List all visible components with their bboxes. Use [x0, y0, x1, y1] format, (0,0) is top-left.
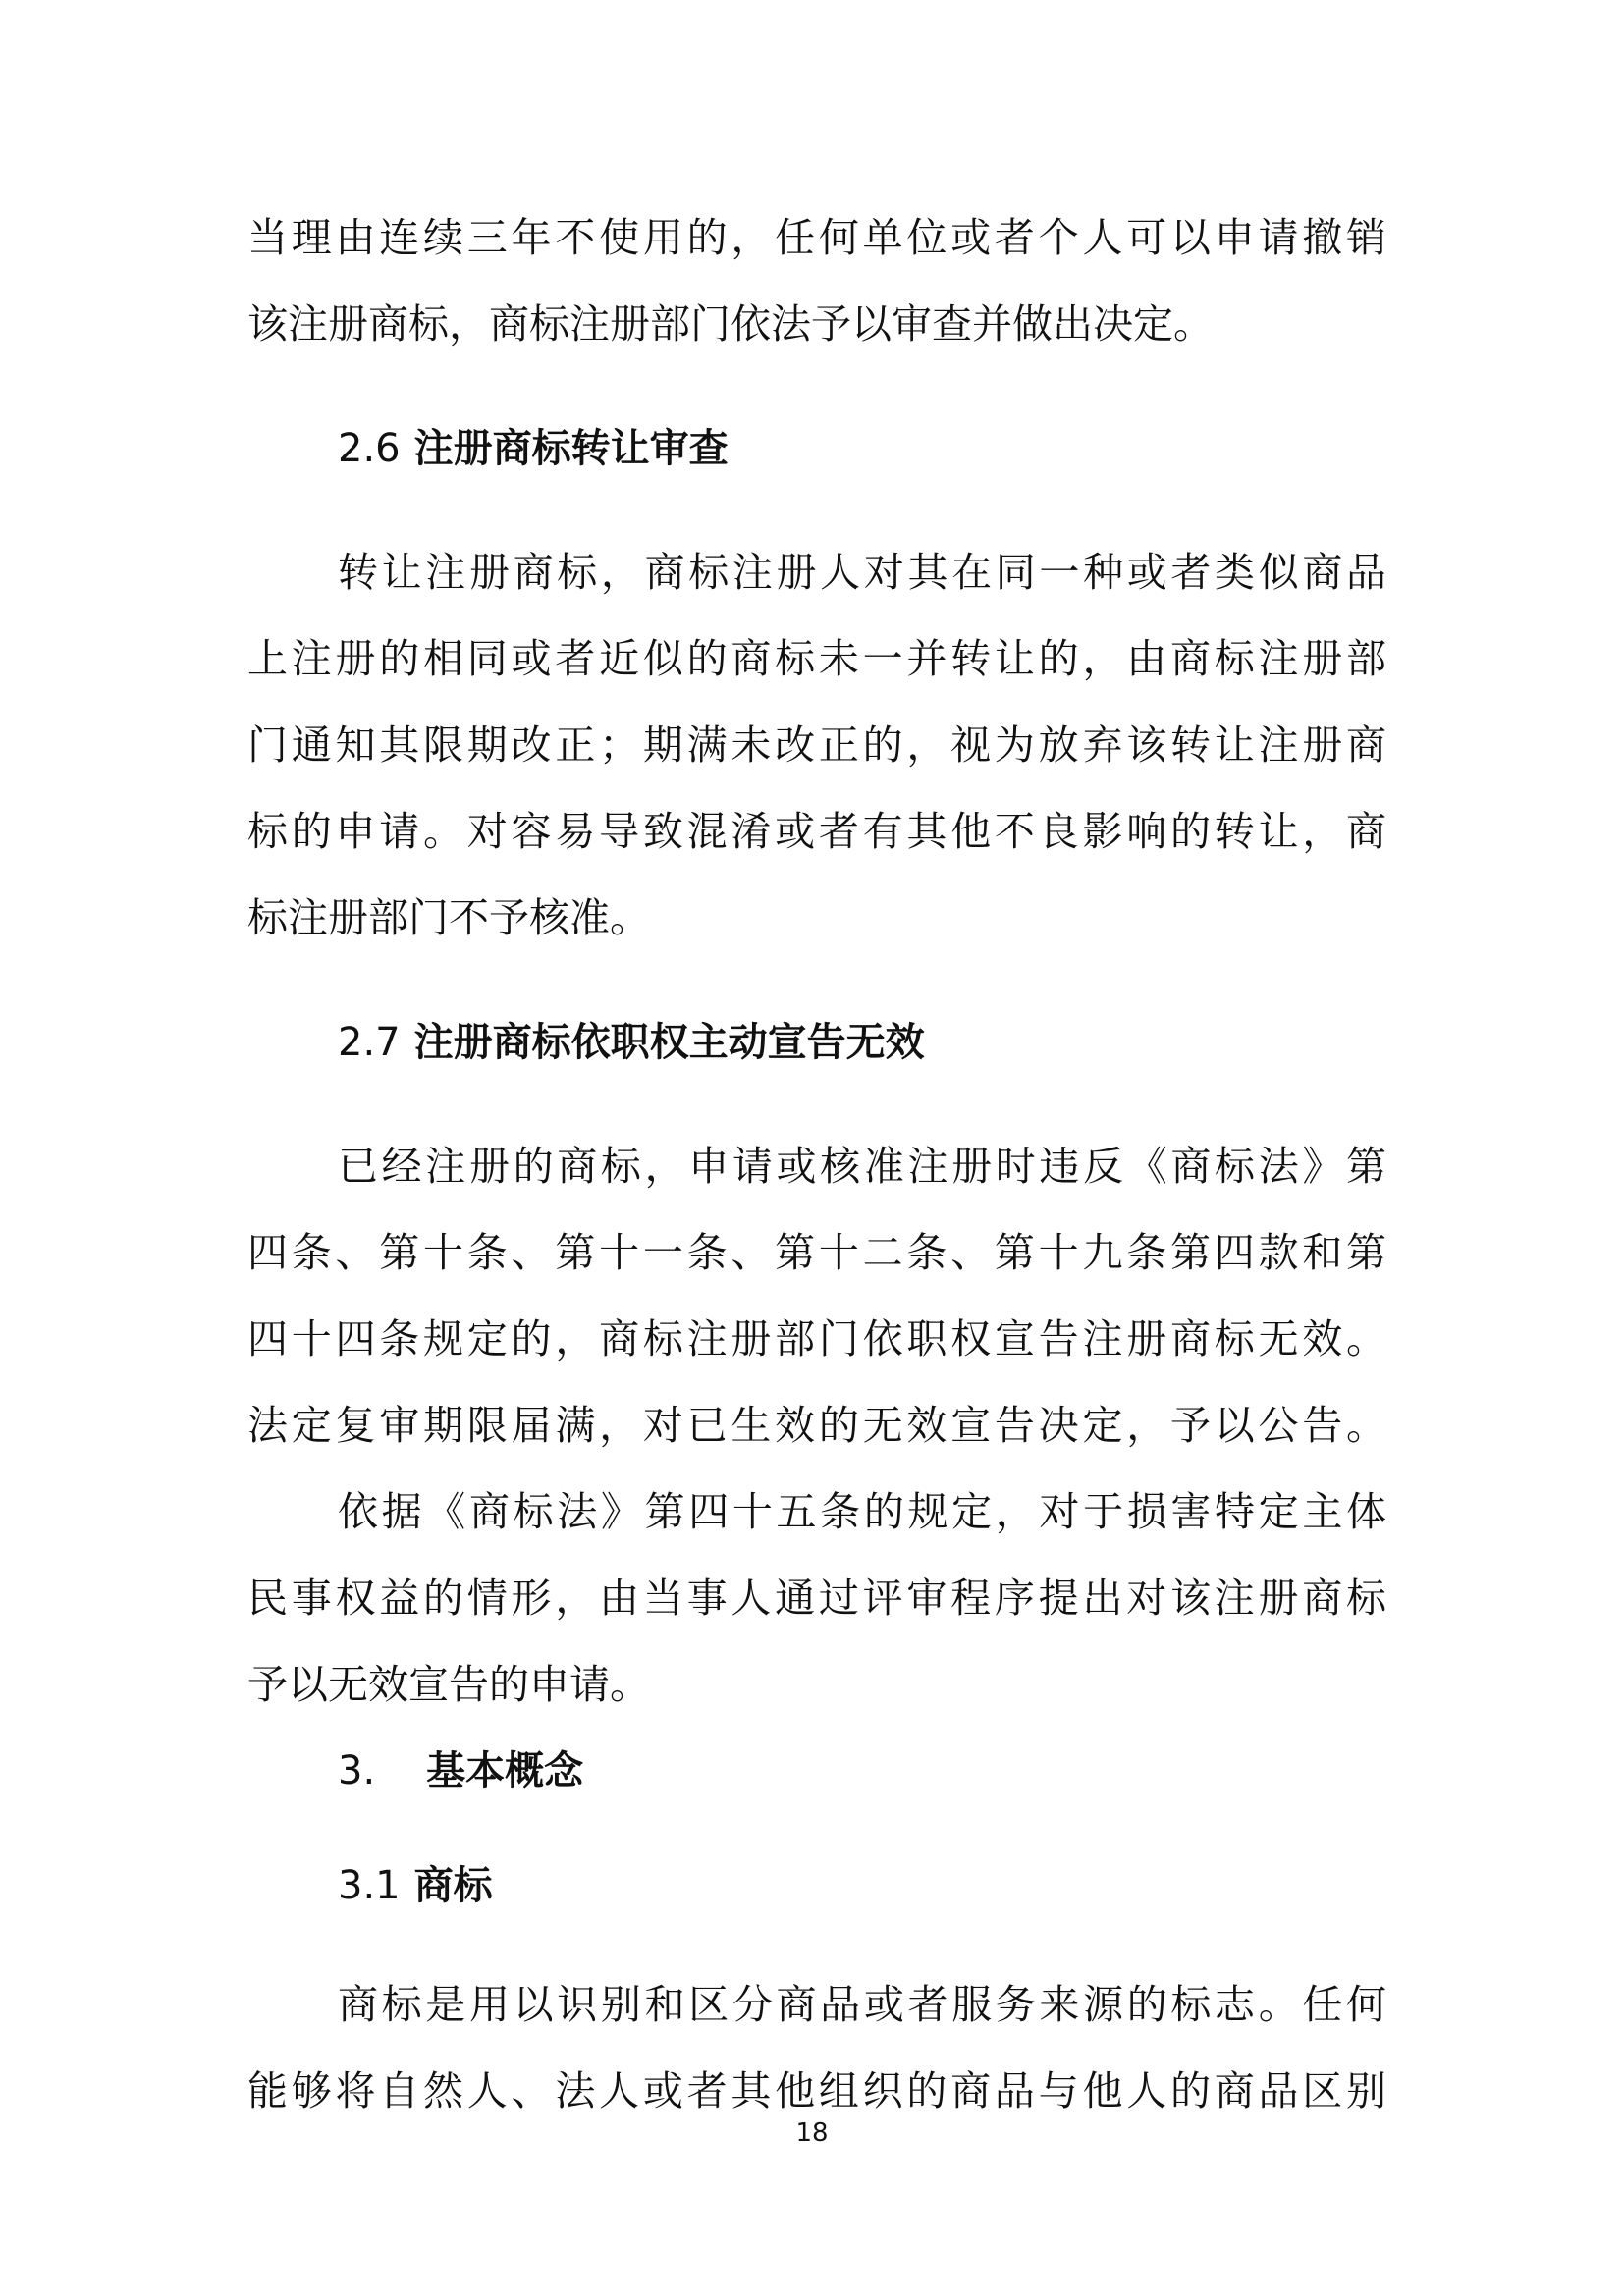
paragraph-line: 四条、第十条、第十一条、第十二条、第十九条第四款和第 [247, 1229, 1386, 1276]
paragraph-line: 该注册商标，商标注册部门依法予以审查并做出决定。 [247, 300, 1214, 347]
paragraph-line: 法定复审期限届满，对已生效的无效宣告决定，予以公告。 [247, 1402, 1386, 1449]
section-title: 基本概念 [426, 1748, 584, 1793]
section-heading-3-1 [338, 1856, 493, 1915]
paragraph-line: 商标是用以识别和区分商品或者服务来源的标志。任何 [338, 1981, 1386, 2028]
section-title: 注册商标转让审查 [413, 426, 729, 471]
paragraph-line: 能够将自然人、法人或者其他组织的商品与他人的商品区别 [247, 2067, 1386, 2114]
section-title: 商标 [413, 1863, 493, 1908]
paragraph-line: 门通知其限期改正；期满未改正的，视为放弃该转让注册商 [247, 721, 1386, 769]
section-number: 3. [338, 1748, 376, 1793]
paragraph-line: 标注册部门不予核准。 [247, 894, 650, 941]
section-title: 注册商标依职权主动宣告无效 [413, 1020, 925, 1065]
paragraph-line: 民事权益的情形，由当事人通过评审程序提出对该注册商标 [247, 1575, 1386, 1622]
section-heading-2-7 [338, 1013, 925, 1072]
paragraph-line: 已经注册的商标，申请或核准注册时违反《商标法》第 [338, 1143, 1386, 1190]
section-number: 3.1 [338, 1863, 401, 1908]
paragraph-line: 转让注册商标，商标注册人对其在同一种或者类似商品 [338, 549, 1386, 596]
page-number: 18 [795, 2118, 829, 2148]
section-number: 2.7 [338, 1020, 401, 1065]
paragraph-line: 当理由连续三年不使用的，任何单位或者个人可以申请撤销 [247, 214, 1386, 261]
paragraph-line: 标的申请。对容易导致混淆或者有其他不良影响的转让，商 [247, 808, 1386, 855]
paragraph-line: 予以无效宣告的申请。 [247, 1661, 650, 1708]
paragraph-line: 四十四条规定的，商标注册部门依职权宣告注册商标无效。 [247, 1315, 1386, 1362]
paragraph-line: 依据《商标法》第四十五条的规定，对于损害特定主体 [338, 1488, 1386, 1535]
section-heading-2-6 [338, 419, 729, 478]
paragraph-line: 上注册的相同或者近似的商标未一并转让的，由商标注册部 [247, 635, 1386, 682]
section-number: 2.6 [338, 426, 401, 471]
section-heading-3 [338, 1741, 583, 1800]
